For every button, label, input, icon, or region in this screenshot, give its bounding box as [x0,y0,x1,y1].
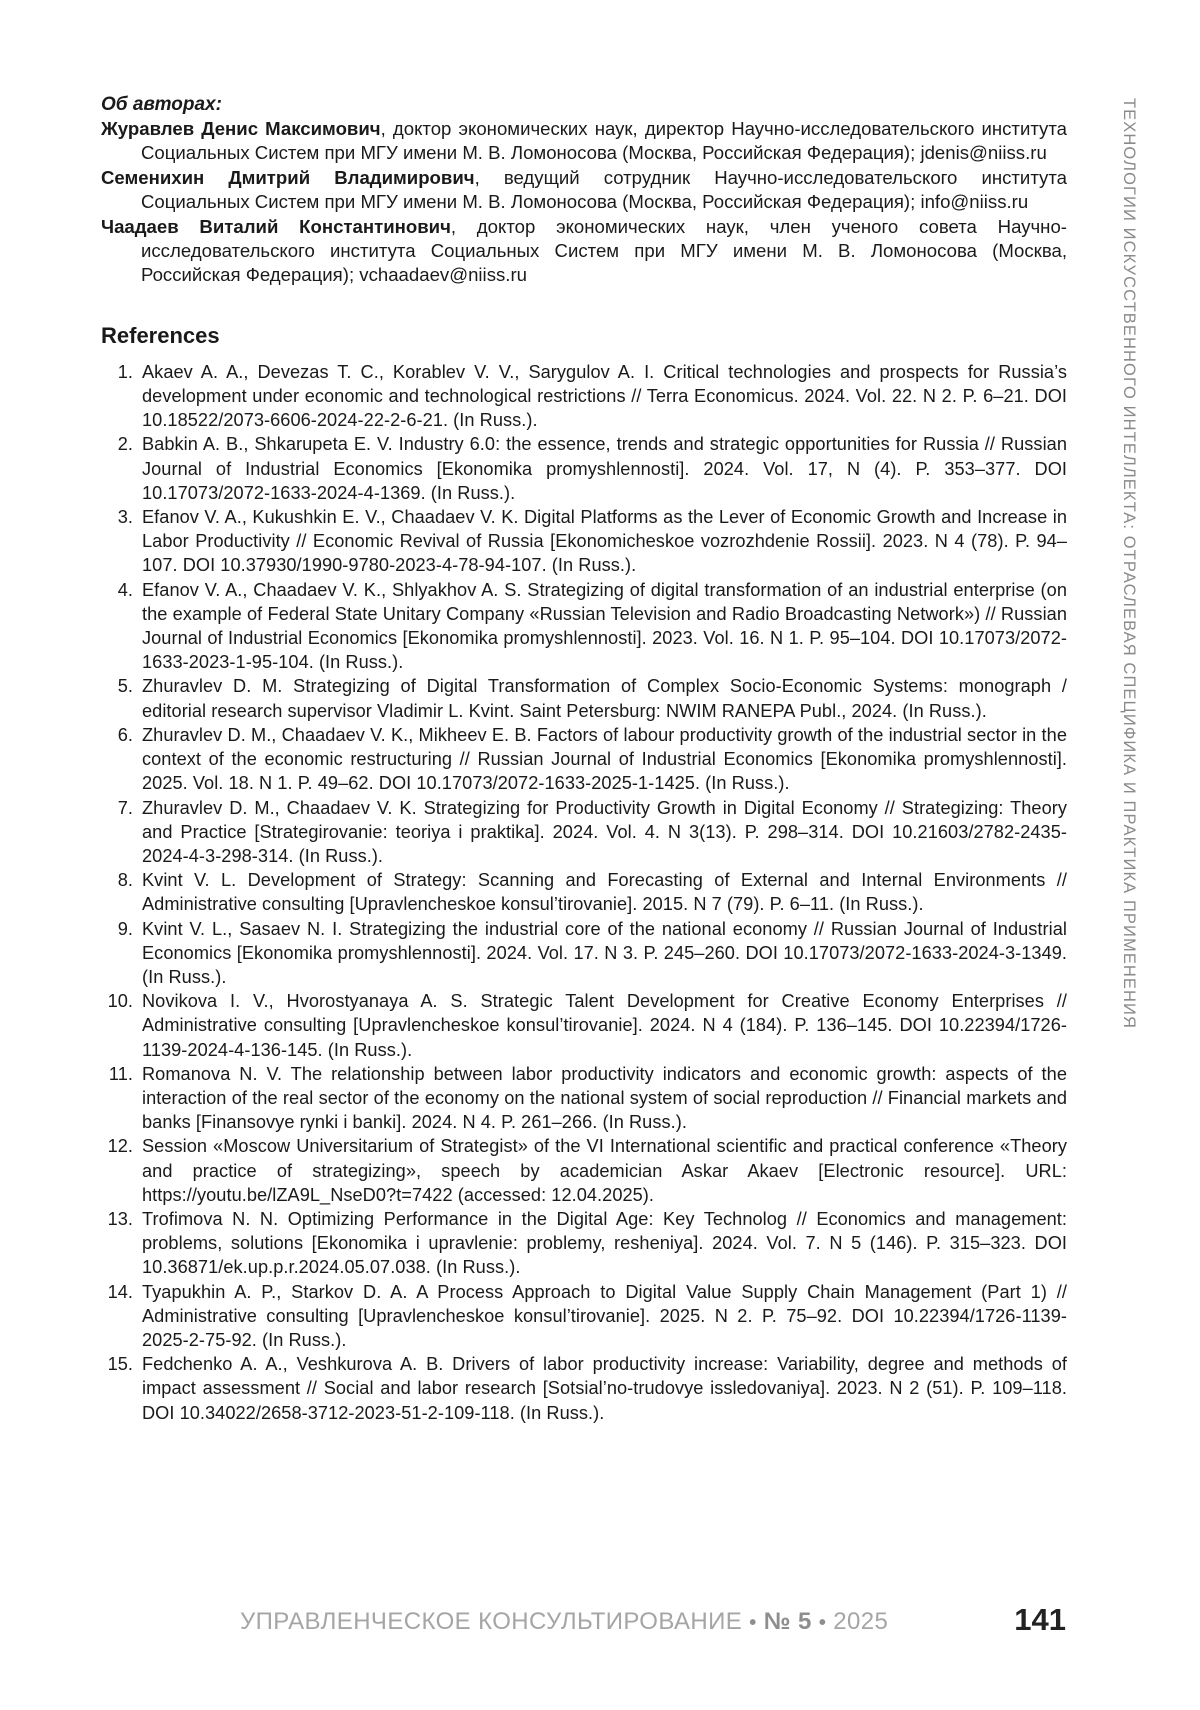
reference-item [101,723,1067,796]
reference-item [101,989,1067,1062]
reference-number: 13. [107,1208,133,1229]
reference-number: 5. [117,676,133,697]
reference-text: Trofimova N. N. Optimizing Performance in the Digital Age: Key Technolog // Economics and management: problems, solutions [Ekonomika i upravlenie: problemy, resheniya]. 2024. Vol. 7. N 5 (146). P. 315–323. DOI 10.36871/ek.up.p.r.2024.05.07.038. (In Russ.). [142,1208,1067,1278]
reference-text: Kvint V. L., Sasaev N. I. Strategizing the industrial core of the national economy // Russian Journal of Industrial Economics [Ekonomika promyshlennosti]. 2024. Vol. 17. N 3. P. 245–260. DOI 10.17073/2072-1633-2024-3-1349. (In Russ.). [142,918,1067,987]
separator-dot: • [749,1612,757,1634]
reference-number: 1. [117,361,133,382]
reference-text: Zhuravlev D. M., Chaadaev V. K. Strategizing for Productivity Growth in Digital Economy // Strategizing: Theory and Practice [Strategirovanie: teoriya i praktika]. 2024. Vol. 4. N 3(13). P. 298–314. DOI 10.21603/2782-2435-2024-4-3-298-314. (In Russ.). [142,797,1067,866]
reference-item [101,1207,1067,1280]
reference-number: 12. [107,1136,133,1157]
author-details: , ведущий сотрудник Научно-исследовательского института Социальных Систем при МГУ имени М. В. Ломоносова (Москва, Российская Федерация); info@niiss.ru [141,166,1067,213]
author-details: , доктор экономических наук, директор Научно-исследовательского института Социальных Систем при МГУ имени М. В. Ломоносова (Москва, Российская Федерация); jdenis@niiss.ru [141,118,1068,164]
reference-number: 2. [117,434,133,455]
reference-text: Efanov V. A., Chaadaev V. K., Shlyakhov A. S. Strategizing of digital transformation of an industrial enterprise (on the example of Federal State Unitary Company «Russian Television and Radio Broadcasting Network») // Russian Journal of Industrial Economics [Ekonomika promyshlennosti]. 2023. Vol. 16. N 1. P. 95–104. DOI 10.17073/2072-1633-2023-1-95-104. (In Russ.). [142,579,1067,673]
reference-item [101,796,1067,869]
reference-item [101,432,1067,505]
references-list [101,360,1067,1425]
reference-number: 14. [107,1281,133,1302]
reference-item [101,1352,1067,1425]
reference-text: Fedchenko A. A., Veshkurova A. B. Drivers of labor productivity increase: Variability, degree and methods of impact assessment // Social and labor research [Sotsial’no-trudovye issledovaniya]. 2023. N 2 (51). P. 109–118. DOI 10.34022/2658-3712-2023-51-2-109-118. (In Russ.). [142,1354,1067,1423]
reference-text: Novikova I. V., Hvorostyanaya A. S. Strategic Talent Development for Creative Economy Enterprises // Administrative consulting [Upravlencheskoe konsul’tirovanie]. 2024. N 4 (184). P. 136–145. DOI 10.22394/1726-1139-2024-4-136-145. (In Russ.). [142,991,1067,1060]
reference-number: 10. [107,991,133,1012]
reference-number: 8. [117,870,133,891]
reference-item [101,1062,1067,1135]
author-name: Семенихин Дмитрий Владимирович [101,166,475,188]
reference-number: 6. [117,724,133,745]
page-footer [240,1602,1066,1642]
reference-number: 4. [117,579,133,600]
reference-item [101,578,1067,675]
about-authors-heading: Об авторах: [101,94,222,115]
author-details: , доктор экономических наук, член ученого совета Научно-исследовательского института Социальных Систем при МГУ имени М. В. Ломоносова (Москва, Российская Федерация); vchaadaev@niiss.ru [141,215,1067,286]
author-name: Журавлев Денис Максимович [101,118,381,139]
journal-running-title [240,1608,888,1636]
reference-text: Babkin A. B., Shkarupeta E. V. Industry 6.0: the essence, trends and strategic opportunities for Russia // Russian Journal of Industrial Economics [Ekonomika promyshlennosti]. 2024. Vol. 17, N (4). P. 353–377. DOI 10.17073/2072-1633-2024-4-1369. (In Russ.). [142,434,1067,503]
reference-text: Efanov V. A., Kukushkin E. V., Chaadaev V. K. Digital Platforms as the Lever of Economic Growth and Increase in Labor Productivity // Economic Revival of Russia [Ekonomicheskoe vozrozhdenie Rossii]. 2023. N 4 (78). P. 94–107. DOI 10.37930/1990-9780-2023-4-78-94-107. (In Russ.). [142,507,1067,576]
journal-name: УПРАВЛЕНЧЕСКОЕ КОНСУЛЬТИРОВАНИЕ [240,1608,743,1635]
page-number: 141 [1014,1602,1066,1637]
reference-text: Romanova N. V. The relationship between labor productivity indicators and economic growth: aspects of the interaction of the real sector of the economy on the national system of social reproduction // Financial markets and banks [Finansovye rynki i banki]. 2024. N 4. P. 261–266. (In Russ.). [142,1063,1067,1133]
reference-text: Kvint V. L. Development of Strategy: Scanning and Forecasting of External and Internal Environments // Administrative consulting [Upravlencheskoe konsul’tirovanie]. 2015. N 7 (79). P. 6–11. (In Russ.). [142,870,1067,915]
reference-item [101,505,1067,578]
author-entry [101,215,1067,288]
page-content [101,93,1067,1425]
references-heading: References [101,322,220,348]
reference-item [101,1280,1067,1353]
reference-item [101,674,1067,722]
reference-number: 3. [117,507,133,528]
reference-number: 9. [117,918,133,939]
reference-text: Akaev A. A., Devezas T. C., Korablev V. V., Sarygulov A. I. Critical technologies and prospects for Russia’s development under economic and technological restrictions // Terra Economicus. 2024. Vol. 22. N 2. P. 6–21. DOI 10.18522/2073-6606-2024-22-2-6-21. (In Russ.). [142,361,1067,431]
section-side-title: ТЕХНОЛОГИИ ИСКУССТВЕННОГО ИНТЕЛЛЕКТА: ОТРАСЛЕВАЯ СПЕЦИФИКА И ПРАКТИКА ПРИМЕНЕНИЯ [1120,98,1138,1030]
author-entry [101,166,1067,215]
reference-item [101,868,1067,916]
reference-text: Session «Moscow Universitarium of Strategist» of the VI International scientific and practical conference «Theory and practice of strategizing», speech by academician Askar Akaev [Electronic resource]. URL: https://youtu.be/lZA9L_NseD0?t=7422 (accessed: 12.04.2025). [142,1136,1067,1205]
reference-item [101,917,1067,990]
reference-number: 11. [108,1063,133,1084]
reference-item [101,360,1067,433]
issue-number: № 5 [763,1608,812,1635]
reference-number: 7. [117,797,133,818]
author-entry [101,117,1067,166]
reference-number: 15. [107,1354,133,1375]
reference-item [101,1134,1067,1207]
reference-text: Tyapukhin A. P., Starkov D. A. A Process Approach to Digital Value Supply Chain Management (Part 1) // Administrative consulting [Upravlencheskoe konsul’tirovanie]. 2025. N 2. P. 75–92. DOI 10.22394/1726-1139-2025-2-75-92. (In Russ.). [142,1281,1067,1350]
reference-text: Zhuravlev D. M. Strategizing of Digital Transformation of Complex Socio-Economic Systems: monograph / editorial research supervisor Vladimir L. Kvint. Saint Petersburg: NWIM RANEPA Publ., 2024. (In Russ.). [142,676,1067,721]
issue-year: 2025 [833,1608,889,1635]
separator-dot: • [818,1612,827,1634]
author-name: Чаадаев Виталий Константинович [101,215,451,237]
reference-text: Zhuravlev D. M., Chaadaev V. K., Mikheev E. B. Factors of labour productivity growth of the industrial sector in the context of the economic restructuring // Russian Journal of Industrial Economics [Ekonomika promyshlennosti]. 2025. Vol. 18. N 1. P. 49–62. DOI 10.17073/2072-1633-2025-1-1425. (In Russ.). [142,724,1067,794]
